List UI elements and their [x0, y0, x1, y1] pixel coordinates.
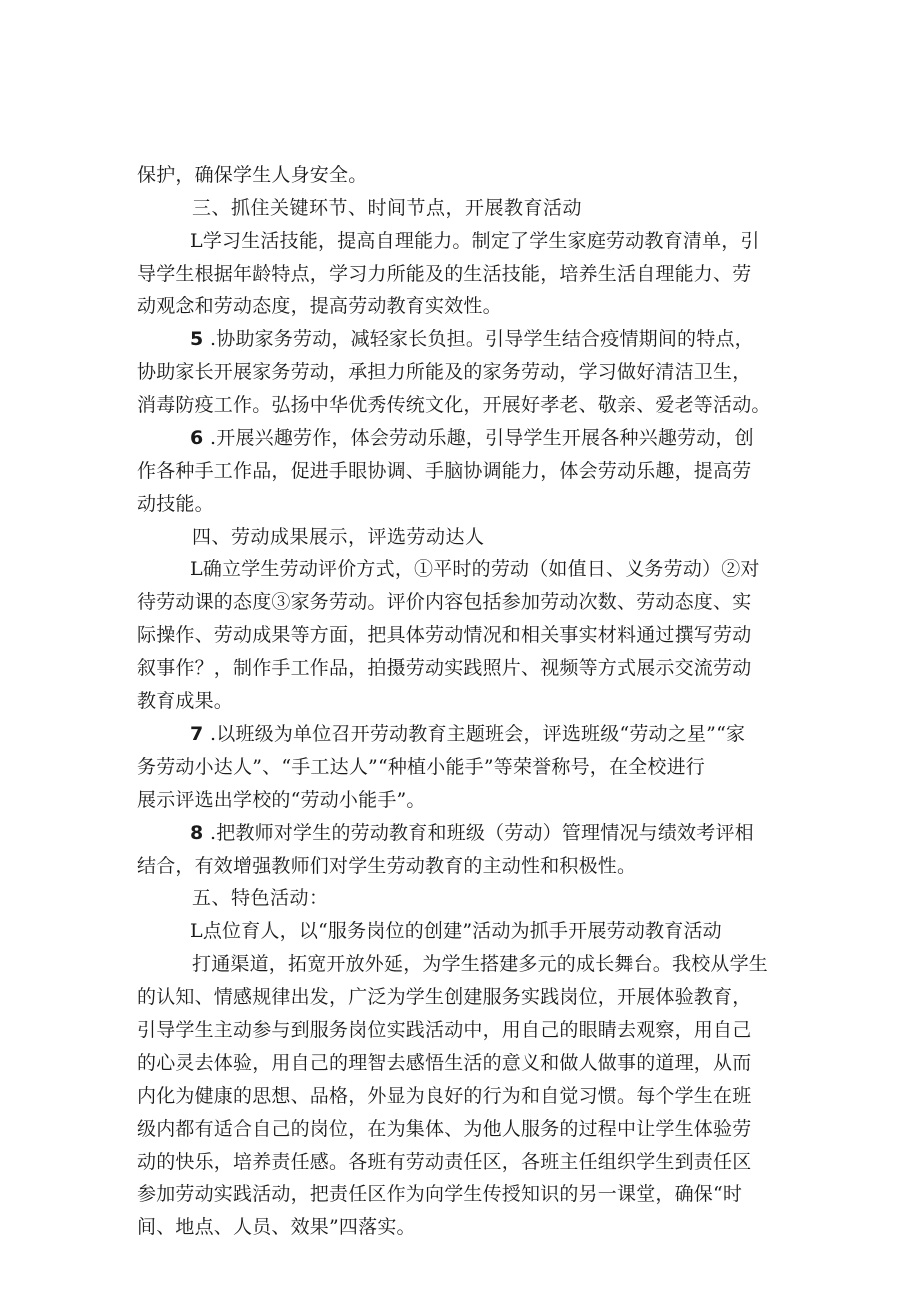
- paragraph-text: .开展兴趣劳作，体会劳动乐趣，引导学生开展各种兴趣劳动，创: [210, 427, 754, 449]
- paragraph-text: 引导学生主动参与到服务岗位实践活动中，用自己的眼睛去观察，用自己: [137, 1019, 752, 1041]
- text-line: [0, 919, 920, 943]
- paragraph-text: L确立学生劳动评价方式，①平时的劳动（如值日、义务劳动）②对: [190, 558, 760, 580]
- text-line: [0, 821, 920, 845]
- text-line: [0, 590, 920, 614]
- paragraph-text: 参加劳动实践活动，把责任区作为向学生传授知识的另一课堂，确保“时: [137, 1183, 743, 1205]
- text-line: [0, 788, 920, 812]
- paragraph-text: 间、地点、人员、效果”四落实。: [137, 1216, 416, 1238]
- text-line: [0, 722, 920, 746]
- section-heading-5: [0, 886, 920, 910]
- text-line: [0, 294, 920, 318]
- text-line: [0, 163, 920, 187]
- text-line: [0, 952, 920, 976]
- paragraph-text: 的认知、情感规律出发，广泛为学生创建服务实践岗位，开展体验教育，: [137, 986, 752, 1008]
- heading-text: 五、特色活动：: [192, 887, 329, 909]
- text-line: [0, 1150, 920, 1174]
- text-line: [0, 1117, 920, 1141]
- item-number: 7: [190, 723, 204, 745]
- text-line: [0, 262, 920, 286]
- paragraph-text: 作各种手工作品，促进手眼协调、手脑协调能力，体会劳动乐趣，提高劳: [137, 460, 752, 482]
- paragraph-text: .协助家务劳动，减轻家长负担。引导学生结合疫情期间的特点，: [210, 328, 754, 350]
- paragraph-text: 待劳动课的态度③家务劳动。评价内容包括参加劳动次数、劳动态度、实: [137, 591, 752, 613]
- item-number: 6: [190, 427, 204, 449]
- text-line: [0, 656, 920, 680]
- paragraph-text: 协助家长开展家务劳动，承担力所能及的家务劳动，学习做好清洁卫生，: [137, 361, 752, 383]
- text-line: [0, 557, 920, 581]
- paragraph-text: 内化为健康的思想、品格，外显为良好的行为和自觉习惯。每个学生在班: [137, 1085, 752, 1107]
- paragraph-text: 级内都有适合自己的岗位，在为集体、为他人服务的过程中让学生体验劳: [137, 1118, 752, 1140]
- paragraph-text: 动技能。: [137, 493, 214, 515]
- text-line: [0, 360, 920, 384]
- paragraph-text: L点位育人，以“服务岗位的创建”活动为抓手开展劳动教育活动: [190, 920, 722, 942]
- paragraph-text: .以班级为单位召开劳动教育主题班会，评选班级“劳动之星”“家: [210, 723, 746, 745]
- text-line: [0, 623, 920, 647]
- paragraph-text: L学习生活技能，提高自理能力。制定了学生家庭劳动教育清单，引: [190, 230, 760, 252]
- text-line: [0, 1018, 920, 1042]
- text-line: [0, 854, 920, 878]
- text-line: [0, 755, 920, 779]
- text-line: [0, 459, 920, 483]
- paragraph-text: 保护，确保学生人身安全。: [137, 164, 368, 186]
- text-line: [0, 985, 920, 1009]
- text-line: [0, 229, 920, 253]
- heading-text: 三、抓住关键环节、时间节点，开展教育活动: [192, 197, 583, 219]
- paragraph-text: 展示评选出学校的“劳动小能手”。: [137, 789, 426, 811]
- paragraph-text: 的心灵去体验，用自己的理智去感悟生活的意义和做人做事的道理，从而: [137, 1052, 752, 1074]
- item-number: 8: [190, 822, 204, 844]
- paragraph-text: 务劳动小达人”、“手工达人”“种植小能手”等荣誉称号，在全校进行: [137, 756, 705, 778]
- text-line: [0, 1215, 920, 1239]
- item-number: 5: [190, 328, 204, 350]
- section-heading-3: [0, 196, 920, 220]
- heading-text: 四、劳动成果展示，评选劳动达人: [192, 526, 485, 548]
- paragraph-text: 叙事作？，制作手工作品，拍摄劳动实践照片、视频等方式展示交流劳动: [137, 657, 752, 679]
- text-line: [0, 1084, 920, 1108]
- paragraph-text: 际操作、劳动成果等方面，把具体劳动情况和相关事实材料通过撰写劳动: [137, 624, 752, 646]
- section-heading-4: [0, 525, 920, 549]
- paragraph-text: 导学生根据年龄特点，学习力所能及的生活技能，培养生活自理能力、劳: [137, 263, 752, 285]
- text-line: [0, 1182, 920, 1206]
- text-line: [0, 689, 920, 713]
- paragraph-text: 结合，有效增强教师们对学生劳动教育的主动性和积极性。: [137, 855, 637, 877]
- paragraph-text: 打通渠道，拓宽开放外延，为学生搭建多元的成长舞台。我校从学生: [192, 953, 769, 975]
- text-line: [0, 1051, 920, 1075]
- paragraph-text: 动的快乐，培养责任感。各班有劳动责任区，各班主任组织学生到责任区: [137, 1151, 752, 1173]
- paragraph-text: .把教师对学生的劳动教育和班级（劳动）管理情况与绩效考评相: [210, 822, 754, 844]
- paragraph-text: 动观念和劳动态度，提高劳动教育实效性。: [137, 295, 502, 317]
- paragraph-text: 消毒防疫工作。弘扬中华优秀传统文化，开展好孝老、敬亲、爱老等活动。: [137, 394, 771, 416]
- text-line: [0, 327, 920, 351]
- paragraph-text: 教育成果。: [137, 690, 234, 712]
- text-line: [0, 426, 920, 450]
- text-line: [0, 393, 920, 417]
- text-line: [0, 492, 920, 516]
